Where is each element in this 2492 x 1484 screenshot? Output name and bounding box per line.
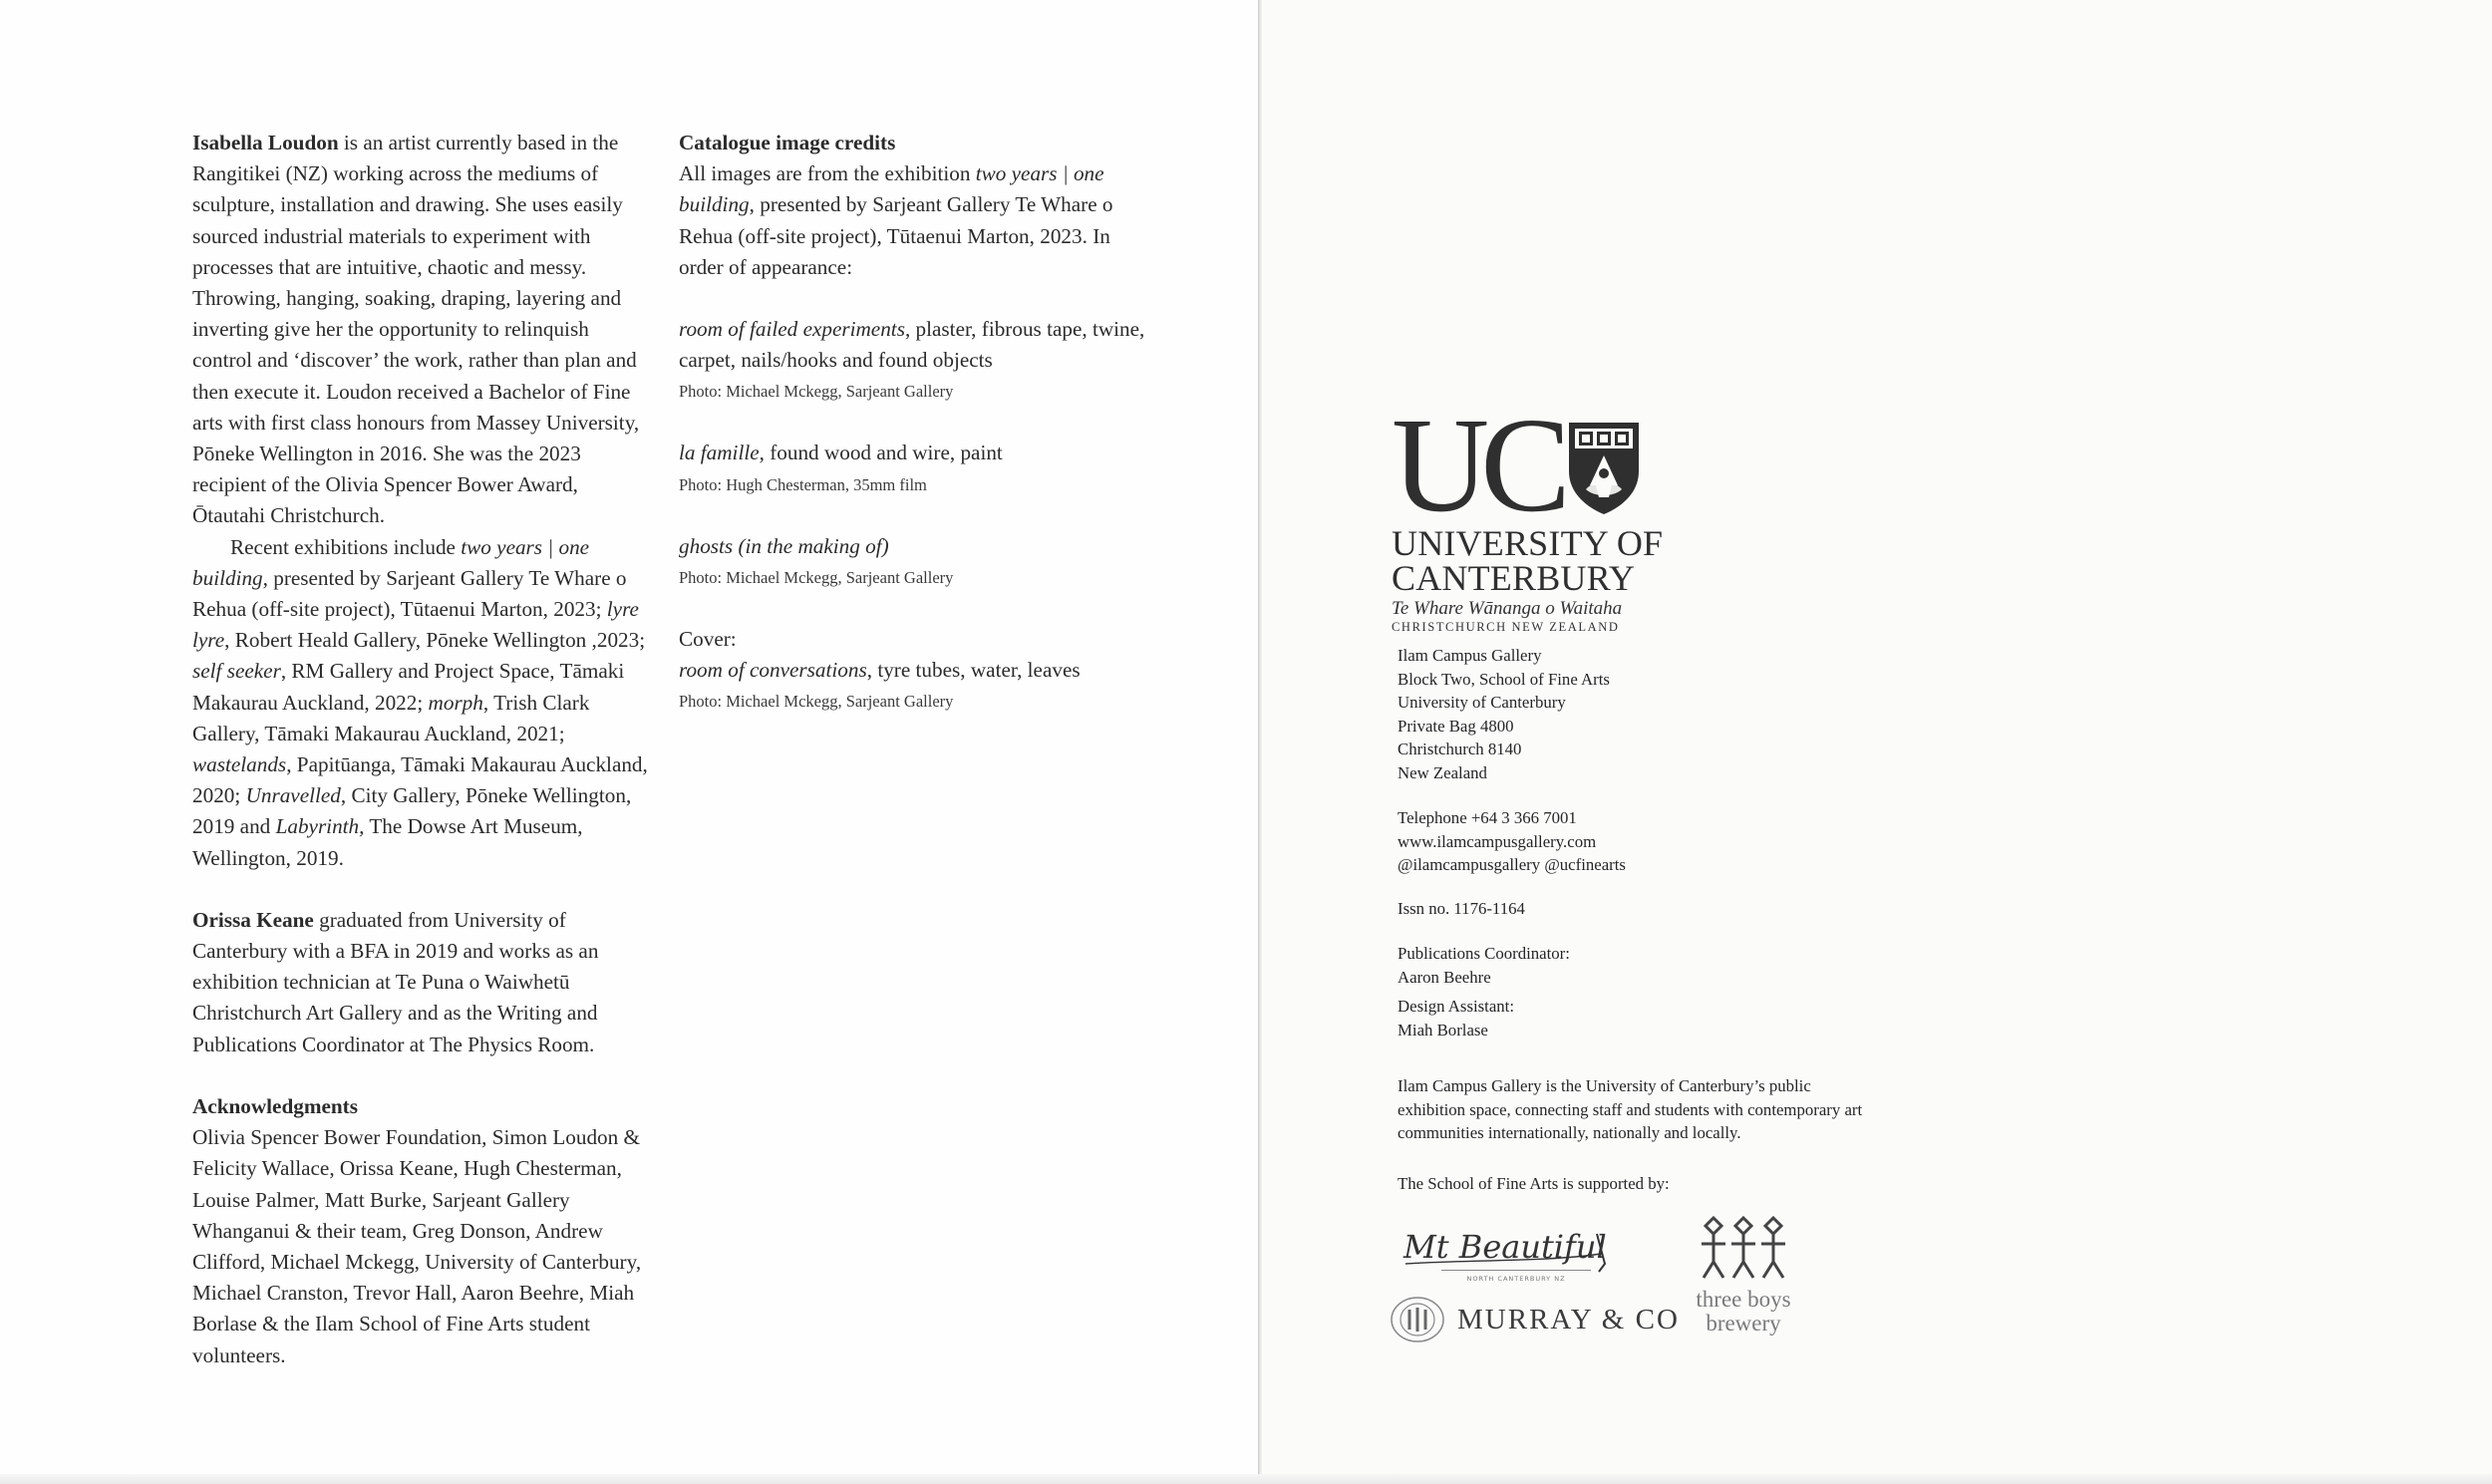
cover-desc: , tyre tubes, water, leaves bbox=[866, 658, 1081, 683]
cover-label: Cover: bbox=[679, 626, 737, 651]
loudon-name: Isabella Loudon bbox=[192, 131, 339, 154]
publications-coordinator bbox=[1398, 942, 1570, 989]
supported-by: The School of Fine Arts is supported by: bbox=[1398, 1174, 1670, 1193]
exh-title: Unravelled bbox=[245, 783, 341, 808]
coordinator-name: Aaron Beehre bbox=[1398, 967, 1491, 987]
coordinator-label: Publications Coordinator: bbox=[1398, 944, 1570, 963]
social-handles: @ilamcampusgallery @ucfinearts bbox=[1398, 855, 1626, 874]
exh-title: Labyrinth, bbox=[275, 814, 365, 839]
uni-location: CHRISTCHURCH NEW ZEALAND bbox=[1392, 620, 1620, 634]
acknowledgments-heading: Acknowledgments bbox=[192, 1093, 358, 1118]
three-boys-figures-icon bbox=[1684, 1214, 1803, 1282]
sponsor-logos bbox=[1390, 1214, 1828, 1343]
exh-text: , Robert Heald Gallery, Pōneke Wellington ,2023; bbox=[224, 628, 646, 653]
exh-text: The Dowse Art Museum, Wellington, 2019. bbox=[192, 814, 583, 870]
keane-bio bbox=[192, 905, 651, 1060]
address-line: Private Bag 4800 bbox=[1398, 716, 1514, 736]
contact-info bbox=[1398, 806, 1626, 877]
address-line: Ilam Campus Gallery bbox=[1398, 646, 1542, 665]
exh-title: self seeker bbox=[192, 659, 281, 684]
exh-title: morph bbox=[428, 690, 483, 715]
loudon-bio bbox=[192, 128, 651, 532]
address-line: New Zealand bbox=[1398, 762, 1487, 782]
credits-intro bbox=[679, 158, 1147, 283]
left-column bbox=[192, 128, 651, 1371]
three-boys-text: three boys bbox=[1696, 1287, 1791, 1312]
credit-photo-2: Photo: Hugh Chesterman, 35mm film bbox=[679, 474, 927, 494]
telephone: Telephone +64 3 366 7001 bbox=[1398, 808, 1577, 827]
murray-crest-icon bbox=[1390, 1296, 1445, 1343]
uni-name-line1: UNIVERSITY OF bbox=[1392, 523, 1664, 563]
credit-title: ghosts (in the making of) bbox=[679, 533, 889, 558]
credit-photo-1: Photo: Michael Mckegg, Sarjeant Gallery bbox=[679, 382, 954, 402]
recent-exhibitions bbox=[192, 532, 651, 874]
exh-text: , City Gallery, Pōneke Wellington, 2019 and bbox=[192, 783, 632, 839]
credit-item-2 bbox=[679, 438, 1147, 468]
exh-text: , presented by Sarjeant Gallery Te Whare o Rehua (off-site project), Tūtaenui Marton, 2023; bbox=[192, 565, 627, 622]
uni-maori-name: Te Whare Wānanga o Waitaha bbox=[1392, 598, 1623, 619]
crest-icon bbox=[1566, 420, 1642, 522]
credits-intro-text: , presented by Sarjeant Gallery Te Whare o Rehua (off-site project), Tūtaenui Marton, 2023. In order of appearance: bbox=[679, 192, 1113, 279]
website: www.ilamcampusgallery.com bbox=[1398, 831, 1597, 851]
exh-text: Recent exhibitions include bbox=[230, 534, 462, 559]
brewery-text: brewery bbox=[1706, 1311, 1781, 1336]
address-line: Christchurch 8140 bbox=[1398, 740, 1522, 758]
page-bottom-edge bbox=[0, 1474, 2492, 1484]
murray-co-text: MURRAY & CO bbox=[1457, 1303, 1680, 1336]
credit-item-3 bbox=[679, 531, 1147, 562]
credit-photo-3: Photo: Michael Mckegg, Sarjeant Gallery bbox=[679, 567, 954, 587]
address-line: Block Two, School of Fine Arts bbox=[1398, 669, 1610, 689]
assistant-name: Miah Borlase bbox=[1398, 1020, 1488, 1039]
credits-heading: Catalogue image credits bbox=[679, 131, 896, 154]
keane-bio-text: graduated from University of Canterbury with a BFA in 2019 and works as an exhibition technician at Te Puna o Waiwhetū Christchurch Art Gallery and as the Writing and Publications Coordinator at The Physics Room. bbox=[192, 907, 599, 1056]
exh-title: two years | one building bbox=[192, 534, 590, 590]
mt-beautiful-logo bbox=[1402, 1224, 1621, 1291]
credit-title: room of failed experiments bbox=[679, 317, 905, 342]
acknowledgments-text: Olivia Spencer Bower Foundation, Simon Loudon & Felicity Wallace, Orissa Keane, Hugh Chesterman, Louise Palmer, Matt Burke, Sarjeant Gallery Whanganui & their team, Greg Donson, Andrew Clifford, Michael Mckegg, University of Canterbury, Michael Cranston, Trevor Hall, Aaron Beehre, Miah Borlase & the Ilam School of Fine Arts student volunteers. bbox=[192, 1125, 642, 1367]
mt-beautiful-subtitle: NORTH CANTERBURY NZ bbox=[1466, 1275, 1566, 1283]
address-line: University of Canterbury bbox=[1398, 693, 1566, 712]
mt-beautiful-text: Mt Beautiful bbox=[1403, 1228, 1607, 1266]
uc-logo bbox=[1392, 391, 1681, 635]
gallery-address bbox=[1398, 644, 1610, 784]
assistant-label: Design Assistant: bbox=[1398, 997, 1515, 1016]
cover-photo: Photo: Michael Mckegg, Sarjeant Gallery bbox=[679, 692, 954, 712]
design-assistant bbox=[1398, 995, 1514, 1041]
uc-letters: UC bbox=[1392, 391, 1562, 540]
credit-title: la famille bbox=[679, 441, 760, 465]
credit-desc: , plaster, fibrous tape, twine, carpet, nails/hooks and found objects bbox=[679, 317, 1145, 373]
credits-column bbox=[679, 128, 1147, 717]
murray-co-logo bbox=[1390, 1296, 1680, 1343]
cover-credit bbox=[679, 655, 1147, 686]
exh-text: , RM Gallery and Project Space, Tāmaki Makaurau Auckland, 2022; bbox=[192, 659, 625, 715]
credits-intro-text: All images are from the exhibition bbox=[679, 161, 976, 186]
loudon-bio-text: is an artist currently based in the Rangitikei (NZ) working across the mediums of sculpture, installation and drawing. She uses easily sourced industrial materials to experiment with processes that are intuitive, chaotic and messy. Throwing, hanging, soaking, draping, layering and inverting give her the opportunity to relinquish control and ‘discover’ the work, rather than plan and then execute it. Loudon received a Bachelor of Fine arts with first class honours from Massey University, Pōneke Wellington in 2016. She was the 2023 recipient of the Olivia Spencer Bower Award, Ōtautahi Christchurch. bbox=[192, 131, 640, 528]
gallery-about: Ilam Campus Gallery is the University of Canterbury’s public exhibition space, connecting staff and students with contemporary art communities internationally, nationally and locally. bbox=[1398, 1076, 1863, 1142]
uni-name-line2: CANTERBURY bbox=[1392, 558, 1636, 598]
credits-intro-title: two years | one building bbox=[679, 161, 1104, 217]
keane-name: Orissa Keane bbox=[192, 907, 314, 932]
issn: Issn no. 1176-1164 bbox=[1398, 899, 1525, 918]
exh-title: lyre lyre bbox=[192, 597, 639, 653]
exh-text: , Papitūanga, Tāmaki Makaurau Auckland, 2020; bbox=[192, 752, 648, 808]
exh-title: wastelands bbox=[192, 752, 287, 777]
credit-item-1 bbox=[679, 314, 1147, 376]
cover-title: room of conversations bbox=[679, 658, 867, 683]
exh-text: , Trish Clark Gallery, Tāmaki Makaurau Auckland, 2021; bbox=[192, 690, 590, 745]
three-boys-brewery-logo bbox=[1679, 1214, 1808, 1335]
credit-desc: , found wood and wire, paint bbox=[759, 441, 1003, 465]
